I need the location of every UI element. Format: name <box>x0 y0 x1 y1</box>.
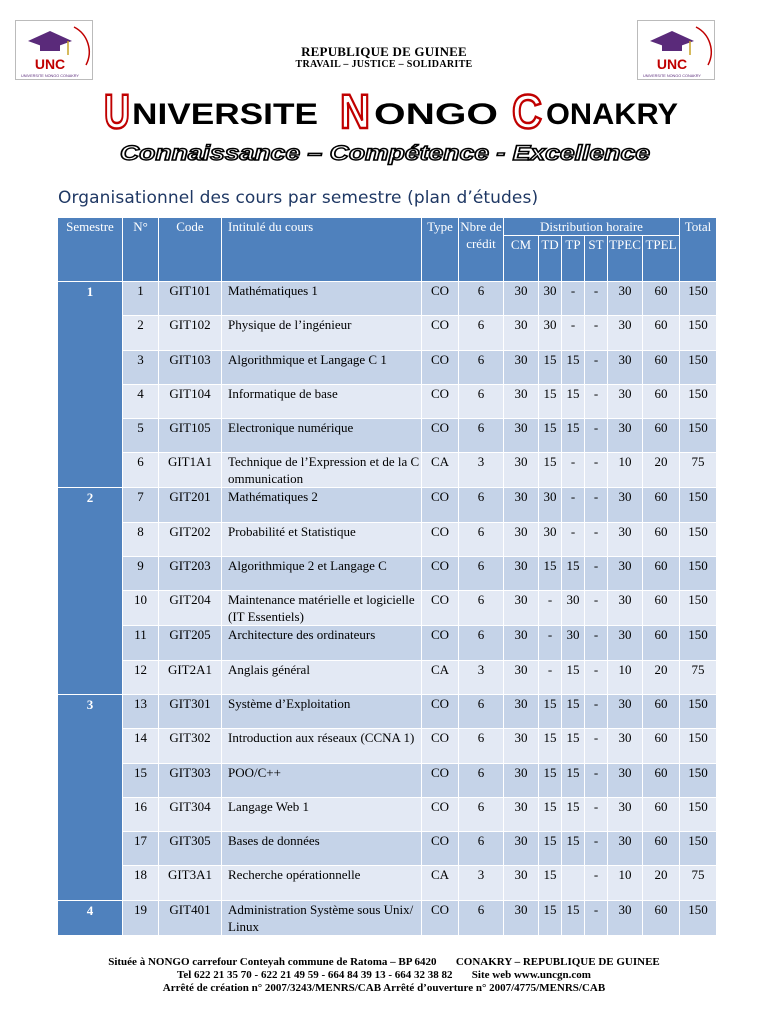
course-number: 8 <box>123 522 159 556</box>
course-code: GIT102 <box>159 316 222 350</box>
hours-cm: 30 <box>504 350 539 384</box>
course-code: GIT103 <box>159 350 222 384</box>
course-title: Mathématiques 1 <box>222 282 422 316</box>
header-tp: TP <box>562 236 585 282</box>
table-row <box>58 522 717 556</box>
course-type: CO <box>422 419 459 453</box>
hours-cm: 30 <box>504 832 539 866</box>
hours-total: 150 <box>680 900 717 935</box>
hours-tpec: 30 <box>608 900 643 935</box>
hours-tp: 15 <box>562 350 585 384</box>
hours-tp: - <box>562 522 585 556</box>
course-title: Bases de données <box>222 832 422 866</box>
course-credits: 6 <box>459 522 504 556</box>
course-number: 7 <box>123 488 159 522</box>
hours-tpec: 10 <box>608 866 643 900</box>
hours-tp: 15 <box>562 797 585 831</box>
course-type: CO <box>422 626 459 660</box>
hours-tpec: 30 <box>608 694 643 728</box>
course-type: CO <box>422 763 459 797</box>
svg-text:UNC: UNC <box>34 56 66 72</box>
hours-td: 15 <box>539 866 562 900</box>
hours-tpec: 30 <box>608 384 643 418</box>
header-total: Total <box>680 218 717 282</box>
hours-cm: 30 <box>504 384 539 418</box>
course-title: Probabilité et Statistique <box>222 522 422 556</box>
hours-tp <box>562 866 585 900</box>
semester-cell: 3 <box>58 694 123 900</box>
course-title: Mathématiques 2 <box>222 488 422 522</box>
hours-st: - <box>585 626 608 660</box>
course-type: CO <box>422 797 459 831</box>
course-code: GIT302 <box>159 729 222 763</box>
hours-tpel: 60 <box>643 282 680 316</box>
course-credits: 6 <box>459 316 504 350</box>
header-tpec: TPEC <box>608 236 643 282</box>
hours-cm: 30 <box>504 316 539 350</box>
hours-td: 30 <box>539 522 562 556</box>
hours-st: - <box>585 866 608 900</box>
course-credits: 6 <box>459 350 504 384</box>
course-credits: 6 <box>459 763 504 797</box>
table-row <box>58 729 717 763</box>
course-credits: 6 <box>459 797 504 831</box>
svg-text:UNC: UNC <box>656 56 688 72</box>
hours-st: - <box>585 384 608 418</box>
header-st: ST <box>585 236 608 282</box>
course-number: 16 <box>123 797 159 831</box>
table-row <box>58 316 717 350</box>
hours-tpel: 60 <box>643 626 680 660</box>
hours-total: 75 <box>680 453 717 488</box>
course-number: 6 <box>123 453 159 488</box>
footer-country: CONAKRY – REPUBLIQUE DE GUINEE <box>455 956 660 968</box>
hours-total: 150 <box>680 626 717 660</box>
course-type: CA <box>422 866 459 900</box>
hours-st: - <box>585 557 608 591</box>
table-row <box>58 660 717 694</box>
hours-total: 150 <box>680 384 717 418</box>
course-type: CO <box>422 900 459 935</box>
hours-tpec: 30 <box>608 797 643 831</box>
hours-total: 150 <box>680 350 717 384</box>
course-title: Architecture des ordinateurs <box>222 626 422 660</box>
course-credits: 6 <box>459 591 504 626</box>
hours-tp: 30 <box>562 591 585 626</box>
hours-cm: 30 <box>504 694 539 728</box>
hours-tpel: 60 <box>643 522 680 556</box>
hours-total: 150 <box>680 832 717 866</box>
footer-address-line <box>0 956 768 968</box>
hours-cm: 30 <box>504 729 539 763</box>
svg-text:U: U <box>104 86 130 139</box>
course-title: Algorithmique 2 et Langage C <box>222 557 422 591</box>
hours-st: - <box>585 419 608 453</box>
hours-cm: 30 <box>504 660 539 694</box>
course-type: CO <box>422 591 459 626</box>
hours-st: - <box>585 797 608 831</box>
hours-total: 150 <box>680 557 717 591</box>
course-type: CO <box>422 282 459 316</box>
course-credits: 6 <box>459 832 504 866</box>
hours-total: 150 <box>680 488 717 522</box>
course-code: GIT2A1 <box>159 660 222 694</box>
course-number: 11 <box>123 626 159 660</box>
hours-st: - <box>585 832 608 866</box>
header-semestre: Semestre <box>58 218 123 282</box>
svg-text:ONAKRY: ONAKRY <box>546 98 678 131</box>
course-title: Introduction aux réseaux (CCNA 1) <box>222 729 422 763</box>
course-credits: 3 <box>459 660 504 694</box>
hours-cm: 30 <box>504 522 539 556</box>
hours-tpec: 30 <box>608 626 643 660</box>
hours-td: 15 <box>539 453 562 488</box>
hours-tpec: 30 <box>608 316 643 350</box>
header-tpel: TPEL <box>643 236 680 282</box>
hours-total: 150 <box>680 522 717 556</box>
hours-td: 15 <box>539 694 562 728</box>
svg-text:NIVERSITE: NIVERSITE <box>132 98 318 131</box>
hours-td: 15 <box>539 384 562 418</box>
course-type: CO <box>422 316 459 350</box>
hours-td: - <box>539 626 562 660</box>
semester-cell: 1 <box>58 282 123 488</box>
course-code: GIT301 <box>159 694 222 728</box>
course-title: Algorithmique et Langage C 1 <box>222 350 422 384</box>
course-number: 14 <box>123 729 159 763</box>
hours-tpec: 30 <box>608 419 643 453</box>
hours-tpel: 60 <box>643 384 680 418</box>
course-credits: 6 <box>459 419 504 453</box>
course-code: GIT401 <box>159 900 222 935</box>
svg-text:UNIVERSITE NONGO CONAKRY: UNIVERSITE NONGO CONAKRY <box>643 74 701 78</box>
hours-tp: 15 <box>562 419 585 453</box>
hours-tp: 15 <box>562 900 585 935</box>
hours-tp: 15 <box>562 763 585 797</box>
table-row <box>58 763 717 797</box>
course-type: CO <box>422 694 459 728</box>
hours-tpec: 30 <box>608 832 643 866</box>
hours-tp: 15 <box>562 557 585 591</box>
hours-st: - <box>585 763 608 797</box>
hours-total: 150 <box>680 729 717 763</box>
hours-cm: 30 <box>504 866 539 900</box>
course-number: 9 <box>123 557 159 591</box>
svg-text:ONGO: ONGO <box>374 98 498 131</box>
hours-st: - <box>585 694 608 728</box>
header-code: Code <box>159 218 222 282</box>
course-title: POO/C++ <box>222 763 422 797</box>
hours-cm: 30 <box>504 557 539 591</box>
footer-decree: Arrêté de création n° 2007/3243/MENRS/CAB Arrêté d’ouverture n° 2007/4775/MENRS/CAB <box>162 982 606 994</box>
course-number: 17 <box>123 832 159 866</box>
course-code: GIT305 <box>159 832 222 866</box>
hours-cm: 30 <box>504 419 539 453</box>
course-credits: 6 <box>459 900 504 935</box>
hours-tpel: 60 <box>643 694 680 728</box>
course-number: 2 <box>123 316 159 350</box>
course-title: Système d’Exploitation <box>222 694 422 728</box>
course-code: GIT303 <box>159 763 222 797</box>
course-credits: 6 <box>459 729 504 763</box>
hours-total: 150 <box>680 316 717 350</box>
hours-tp: - <box>562 488 585 522</box>
hours-td: 15 <box>539 557 562 591</box>
hours-tpel: 60 <box>643 729 680 763</box>
table-row <box>58 832 717 866</box>
hours-td: 30 <box>539 282 562 316</box>
footer-phones: Tel 622 21 35 70 - 622 21 49 59 - 664 84 39 13 - 664 32 38 82 <box>177 969 453 981</box>
hours-cm: 30 <box>504 488 539 522</box>
hours-td: - <box>539 591 562 626</box>
course-number: 4 <box>123 384 159 418</box>
course-number: 18 <box>123 866 159 900</box>
hours-tp: 15 <box>562 832 585 866</box>
hours-td: 15 <box>539 763 562 797</box>
hours-st: - <box>585 316 608 350</box>
hours-tp: - <box>562 282 585 316</box>
hours-st: - <box>585 900 608 935</box>
course-type: CA <box>422 453 459 488</box>
course-type: CO <box>422 350 459 384</box>
hours-total: 150 <box>680 282 717 316</box>
header-cm: CM <box>504 236 539 282</box>
hours-tpel: 60 <box>643 797 680 831</box>
hours-tp: 15 <box>562 384 585 418</box>
hours-tpel: 60 <box>643 419 680 453</box>
course-title: Technique de l’Expression et de la Communication <box>222 453 422 488</box>
course-code: GIT3A1 <box>159 866 222 900</box>
course-credits: 6 <box>459 282 504 316</box>
table-row <box>58 694 717 728</box>
hours-tpel: 60 <box>643 316 680 350</box>
hours-tpec: 30 <box>608 591 643 626</box>
hours-tp: 30 <box>562 626 585 660</box>
hours-total: 75 <box>680 866 717 900</box>
hours-td: 15 <box>539 832 562 866</box>
hours-total: 150 <box>680 591 717 626</box>
course-code: GIT201 <box>159 488 222 522</box>
footer-contact-line <box>0 969 768 981</box>
hours-tp: - <box>562 453 585 488</box>
hours-td: - <box>539 660 562 694</box>
hours-tp: - <box>562 316 585 350</box>
hours-tpel: 60 <box>643 763 680 797</box>
hours-tpec: 30 <box>608 282 643 316</box>
semester-cell: 4 <box>58 900 123 935</box>
footer-website: Site web www.uncgn.com <box>471 969 591 981</box>
hours-tp: 15 <box>562 694 585 728</box>
hours-td: 15 <box>539 729 562 763</box>
course-title: Anglais général <box>222 660 422 694</box>
hours-tpec: 30 <box>608 522 643 556</box>
course-code: GIT104 <box>159 384 222 418</box>
hours-cm: 30 <box>504 626 539 660</box>
hours-st: - <box>585 591 608 626</box>
page-title: Organisationnel des cours par semestre (plan d’études) <box>58 188 539 208</box>
hours-tpel: 60 <box>643 488 680 522</box>
hours-cm: 30 <box>504 591 539 626</box>
hours-tp: 15 <box>562 660 585 694</box>
course-number: 19 <box>123 900 159 935</box>
course-code: GIT105 <box>159 419 222 453</box>
hours-tpel: 20 <box>643 660 680 694</box>
header-credits: Nbre de crédit <box>459 218 504 282</box>
hours-tpel: 60 <box>643 350 680 384</box>
course-title: Maintenance matérielle et logicielle (IT Essentiels) <box>222 591 422 626</box>
hours-cm: 30 <box>504 763 539 797</box>
course-number: 10 <box>123 591 159 626</box>
table-row <box>58 488 717 522</box>
table-row <box>58 384 717 418</box>
hours-tpel: 20 <box>643 866 680 900</box>
header-distribution: Distribution horaire <box>504 218 680 236</box>
hours-tpec: 30 <box>608 488 643 522</box>
svg-text:N: N <box>340 86 370 139</box>
course-number: 5 <box>123 419 159 453</box>
header-number: N° <box>123 218 159 282</box>
courses-table-body <box>58 282 717 936</box>
table-row <box>58 453 717 488</box>
course-code: GIT1A1 <box>159 453 222 488</box>
course-number: 1 <box>123 282 159 316</box>
course-title: Informatique de base <box>222 384 422 418</box>
national-motto: TRAVAIL – JUSTICE – SOLIDARITE <box>295 59 473 70</box>
course-credits: 6 <box>459 694 504 728</box>
course-code: GIT203 <box>159 557 222 591</box>
course-title: Administration Système sous Unix/Linux <box>222 900 422 935</box>
hours-st: - <box>585 729 608 763</box>
hours-td: 30 <box>539 316 562 350</box>
course-credits: 3 <box>459 866 504 900</box>
hours-tpel: 60 <box>643 900 680 935</box>
hours-td: 30 <box>539 488 562 522</box>
course-type: CO <box>422 729 459 763</box>
table-row <box>58 557 717 591</box>
hours-tpec: 10 <box>608 660 643 694</box>
table-row <box>58 626 717 660</box>
hours-tp: 15 <box>562 729 585 763</box>
header-td: TD <box>539 236 562 282</box>
hours-tpel: 20 <box>643 453 680 488</box>
course-number: 3 <box>123 350 159 384</box>
course-title: Recherche opérationnelle <box>222 866 422 900</box>
table-row <box>58 282 717 316</box>
hours-tpec: 30 <box>608 763 643 797</box>
courses-table <box>57 217 717 936</box>
course-credits: 6 <box>459 488 504 522</box>
hours-tpec: 30 <box>608 350 643 384</box>
course-title: Langage Web 1 <box>222 797 422 831</box>
course-type: CO <box>422 384 459 418</box>
hours-cm: 30 <box>504 900 539 935</box>
hours-tpel: 60 <box>643 557 680 591</box>
hours-st: - <box>585 522 608 556</box>
course-title: Electronique numérique <box>222 419 422 453</box>
semester-cell: 2 <box>58 488 123 694</box>
hours-td: 15 <box>539 797 562 831</box>
footer-address: Située à NONGO carrefour Conteyah commune de Ratoma – BP 6420 <box>108 956 437 968</box>
hours-st: - <box>585 282 608 316</box>
hours-st: - <box>585 660 608 694</box>
hours-tpel: 60 <box>643 591 680 626</box>
course-code: GIT101 <box>159 282 222 316</box>
course-code: GIT205 <box>159 626 222 660</box>
hours-cm: 30 <box>504 797 539 831</box>
hours-cm: 30 <box>504 282 539 316</box>
header-course-title: Intitulé du cours <box>222 218 422 282</box>
table-row <box>58 797 717 831</box>
course-number: 15 <box>123 763 159 797</box>
hours-total: 150 <box>680 419 717 453</box>
hours-tpec: 10 <box>608 453 643 488</box>
table-row <box>58 350 717 384</box>
course-credits: 6 <box>459 626 504 660</box>
course-type: CO <box>422 488 459 522</box>
course-credits: 6 <box>459 557 504 591</box>
hours-st: - <box>585 350 608 384</box>
course-title: Physique de l’ingénieur <box>222 316 422 350</box>
hours-tpec: 30 <box>608 729 643 763</box>
republic-heading: REPUBLIQUE DE GUINEE <box>301 44 467 59</box>
course-type: CO <box>422 832 459 866</box>
hours-st: - <box>585 488 608 522</box>
course-code: GIT304 <box>159 797 222 831</box>
hours-total: 150 <box>680 763 717 797</box>
hours-total: 150 <box>680 797 717 831</box>
course-code: GIT204 <box>159 591 222 626</box>
course-credits: 3 <box>459 453 504 488</box>
table-row <box>58 591 717 626</box>
course-code: GIT202 <box>159 522 222 556</box>
table-row <box>58 900 717 935</box>
header-type: Type <box>422 218 459 282</box>
hours-cm: 30 <box>504 453 539 488</box>
hours-tpel: 60 <box>643 832 680 866</box>
hours-td: 15 <box>539 900 562 935</box>
svg-text:C: C <box>512 86 542 139</box>
table-row <box>58 866 717 900</box>
course-type: CO <box>422 557 459 591</box>
svg-text:Connaissance – Compétence - Ex: Connaissance – Compétence - Excellence <box>120 142 651 165</box>
hours-tpec: 30 <box>608 557 643 591</box>
table-row <box>58 419 717 453</box>
course-type: CA <box>422 660 459 694</box>
hours-td: 15 <box>539 419 562 453</box>
university-slogan <box>118 136 658 170</box>
svg-text:UNIVERSITE NONGO CONAKRY: UNIVERSITE NONGO CONAKRY <box>21 74 79 78</box>
hours-st: - <box>585 453 608 488</box>
course-number: 12 <box>123 660 159 694</box>
hours-total: 150 <box>680 694 717 728</box>
course-credits: 6 <box>459 384 504 418</box>
course-type: CO <box>422 522 459 556</box>
hours-total: 75 <box>680 660 717 694</box>
hours-td: 15 <box>539 350 562 384</box>
course-number: 13 <box>123 694 159 728</box>
